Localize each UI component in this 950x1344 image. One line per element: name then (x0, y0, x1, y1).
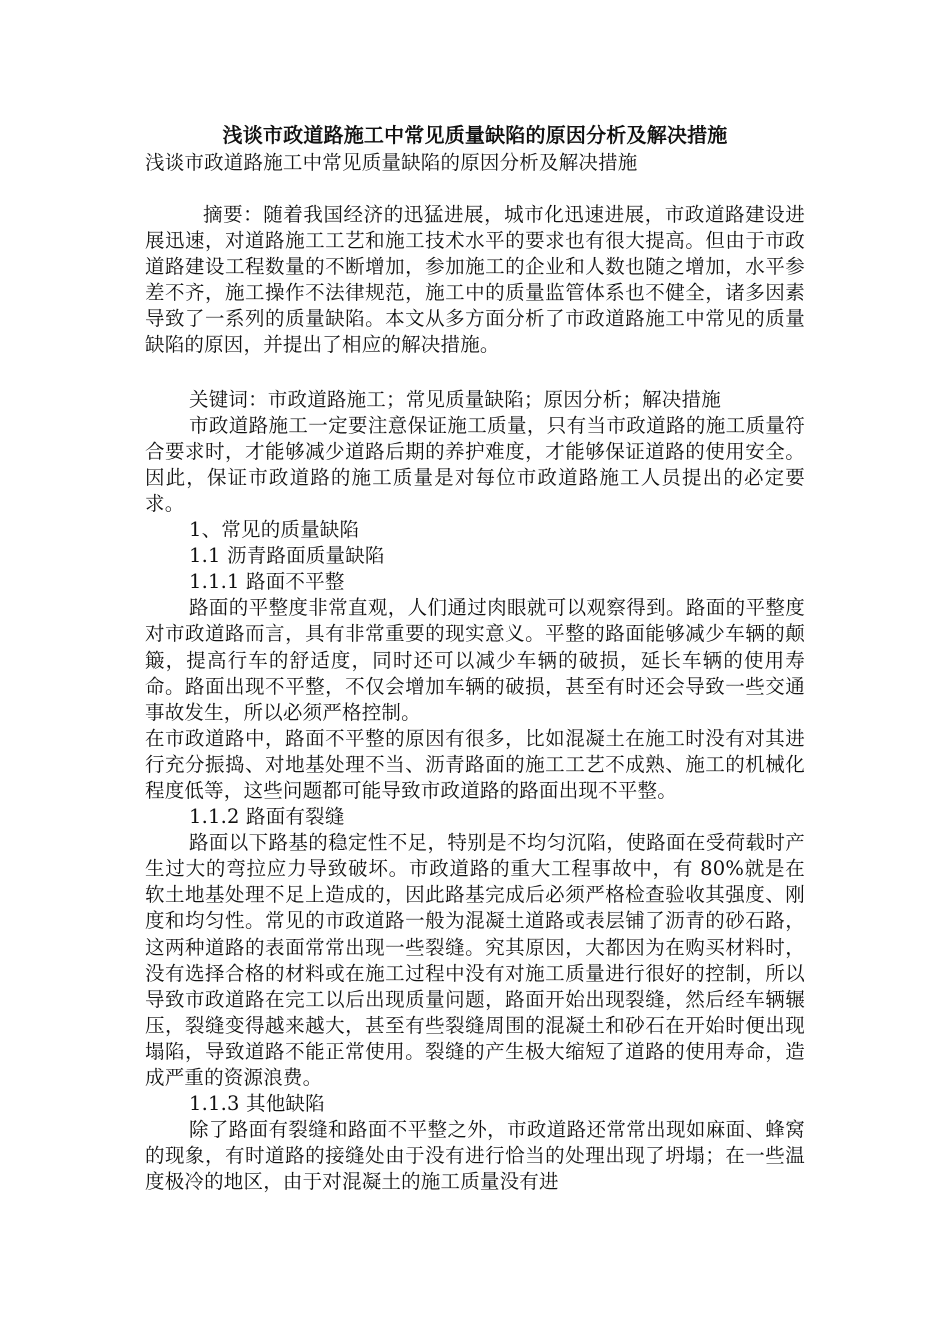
section-heading-1-1-2: 1.1.2 路面有裂缝 (189, 805, 345, 829)
section-heading-1-1-3: 1.1.3 其他缺陷 (189, 1092, 325, 1116)
section-heading-1: 1、常见的质量缺陷 (189, 518, 360, 542)
intro-paragraph: 市政道路施工一定要注意保证施工质量，只有当市政道路的施工质量符合要求时，才能够减少道路后期的养护难度，才能够保证道路的使用安全。因此，保证市政道路的施工质量是对每位市政道路施工人员提出的必定要求。 (145, 413, 805, 515)
document-body (145, 120, 805, 1195)
abstract-paragraph: 摘要：随着我国经济的迅猛进展，城市化迅速进展，市政道路建设进展迅速，对道路施工工艺和施工技术水平的要求也有很大提高。但由于市政道路建设工程数量的不断增加，参加施工的企业和人数也随之增加，水平参差不齐，施工操作不法律规范，施工中的质量监管体系也不健全，诸多因素导致了一系列的质量缺陷。本文从多方面分析了市政道路施工中常见的质量缺陷的原因，并提出了相应的解决措施。 (145, 203, 805, 357)
document-subtitle: 浅谈市政道路施工中常见质量缺陷的原因分析及解决措施 (145, 151, 638, 174)
document-title: 浅谈市政道路施工中常见质量缺陷的原因分析及解决措施 (222, 123, 728, 147)
paragraph-uneven-causes: 在市政道路中，路面不平整的原因有很多，比如混凝土在施工时没有对其进行充分振捣、对地基处理不当、沥青路面的施工工艺不成熟、施工的机械化程度低等，这些问题都可能导致市政道路的路面出现不平整。 (145, 726, 805, 802)
keywords-line: 关键词：市政道路施工；常见质量缺陷；原因分析；解决措施 (189, 387, 721, 411)
paragraph-other-defects: 除了路面有裂缝和路面不平整之外，市政道路还常常出现如麻面、蜂窝的现象，有时道路的接缝处由于没有进行恰当的处理出现了坍塌；在一些温度极冷的地区，由于对混凝土的施工质量没有进 (145, 1118, 805, 1194)
paragraph-uneven-surface: 路面的平整度非常直观，人们通过肉眼就可以观察得到。路面的平整度对市政道路而言，具有非常重要的现实意义。平整的路面能够减少车辆的颠簸，提高行车的舒适度，同时还可以减少车辆的破损，延长车辆的使用寿命。路面出现不平整，不仅会增加车辆的破损，甚至有时还会导致一些交通事故发生，所以必须严格控制。 (145, 596, 805, 724)
section-heading-1-1-1: 1.1.1 路面不平整 (189, 570, 345, 594)
section-heading-1-1: 1.1 沥青路面质量缺陷 (189, 544, 385, 568)
paragraph-cracks: 路面以下路基的稳定性不足，特别是不均匀沉陷，使路面在受荷载时产生过大的弯拉应力导致破坏。市政道路的重大工程事故中，有 80%就是在软土地基处理不足上造成的，因此路基完成后必须严格检查验收其强度、刚度和均匀性。常见的市政道路一般为混凝土道路或表层铺了沥青的砂石路，这两种道路的表面常常出现一些裂缝。究其原因，大都因为在购买材料时，没有选择合格的材料或在施工过程中没有对施工质量进行很好的控制，所以导致市政道路在完工以后出现质量问题，路面开始出现裂缝，然后经车辆辗压，裂缝变得越来越大，甚至有些裂缝周围的混凝土和砂石在开始时便出现塌陷，导致道路不能正常使用。裂缝的产生极大缩短了道路的使用寿命，造成严重的资源浪费。 (145, 831, 805, 1089)
